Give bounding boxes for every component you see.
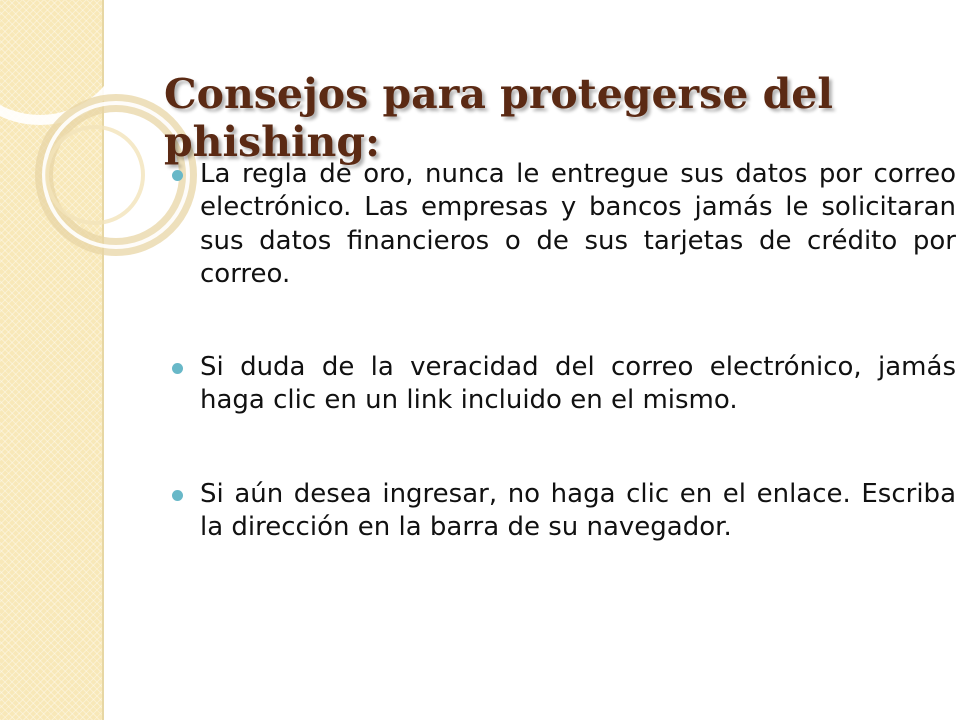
bullet-list [172, 158, 956, 544]
bullet-item [172, 478, 956, 545]
bullet-dot-icon [172, 363, 183, 374]
slide-title: Consejos para protegerse del phishing: [164, 70, 833, 167]
decorative-side-band [0, 0, 104, 720]
bullet-text: Si aún desea ingresar, no haga clic en el enlace. Escriba la dirección en la barra de su navegador. [200, 478, 956, 542]
bullet-item [172, 351, 956, 418]
bullet-dot-icon [172, 490, 183, 501]
bullet-item [172, 158, 956, 291]
bullet-dot-icon [172, 170, 183, 181]
bullet-text: Si duda de la veracidad del correo electrónico, jamás haga clic en un link incluido en el mismo. [200, 352, 956, 416]
bullet-text: La regla de oro, nunca le entregue sus datos por correo electrónico. Las empresas y bancos jamás le solicitaran sus datos financieros o de sus tarjetas de crédito por correo. [200, 159, 956, 289]
